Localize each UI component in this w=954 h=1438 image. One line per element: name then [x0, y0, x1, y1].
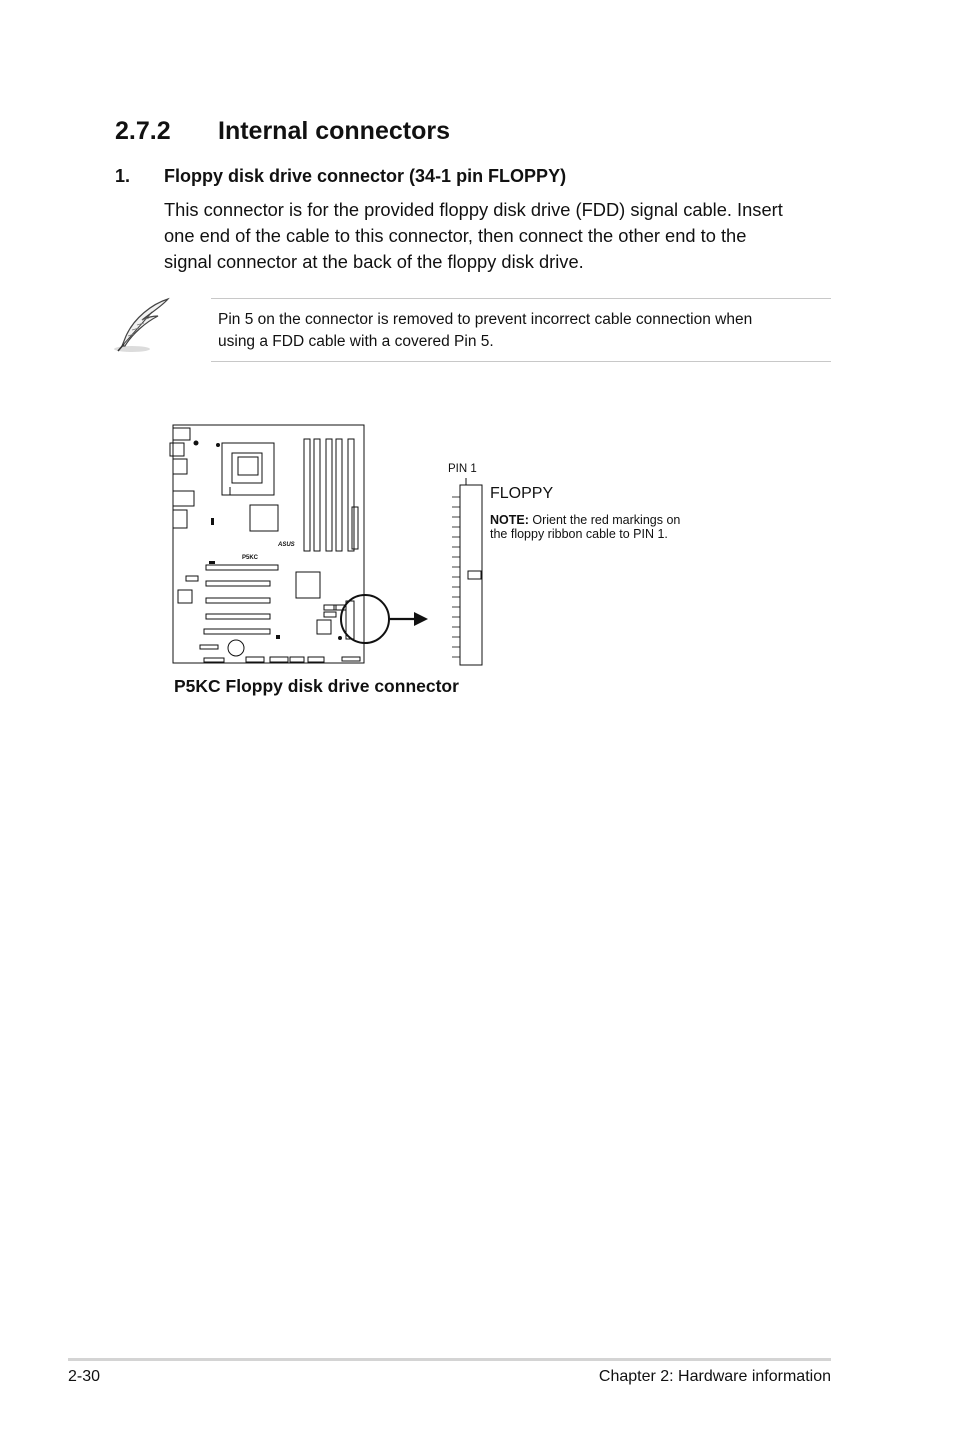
connector-key-notch — [468, 571, 481, 579]
motherboard-outline — [173, 425, 364, 663]
item-description — [164, 197, 844, 275]
board-model-label: P5KC — [242, 555, 259, 561]
note-line: Pin 5 on the connector is removed to prevent incorrect cable connection when — [218, 311, 753, 328]
footer-rule — [68, 1358, 831, 1361]
item-title: Floppy disk drive connector (34-1 pin FLOPPY) — [164, 166, 567, 186]
floppy-label: FLOPPY — [490, 485, 554, 502]
chapter-title: Chapter 2: Hardware information — [598, 1368, 831, 1385]
note-text — [218, 309, 752, 353]
orientation-note-line2: the floppy ribbon cable to PIN 1. — [490, 527, 668, 541]
description-line: This connector is for the provided floppy disk drive (FDD) signal cable. Insert — [164, 199, 783, 220]
description-line: one end of the cable to this connector, then connect the other end to the — [164, 225, 747, 246]
feather-pen-icon — [112, 296, 172, 354]
section-title: Internal connectors — [218, 117, 450, 145]
note-line: using a FDD cable with a covered Pin 5. — [218, 333, 494, 350]
item-number: 1. — [115, 166, 131, 186]
orientation-note-line1: NOTE: Orient the red markings on — [490, 513, 681, 527]
page-number: 2-30 — [68, 1368, 101, 1385]
motherboard-diagram — [160, 415, 740, 675]
asus-logo: ASUS — [278, 542, 295, 548]
diagram-caption: P5KC Floppy disk drive connector — [174, 676, 459, 696]
section-number: 2.7.2 — [115, 117, 171, 145]
floppy-connector-detail — [460, 485, 482, 665]
note-top-rule — [211, 298, 831, 299]
description-line: signal connector at the back of the floppy disk drive. — [164, 251, 584, 272]
pin1-label: PIN 1 — [448, 463, 477, 475]
note-bottom-rule — [211, 361, 831, 362]
